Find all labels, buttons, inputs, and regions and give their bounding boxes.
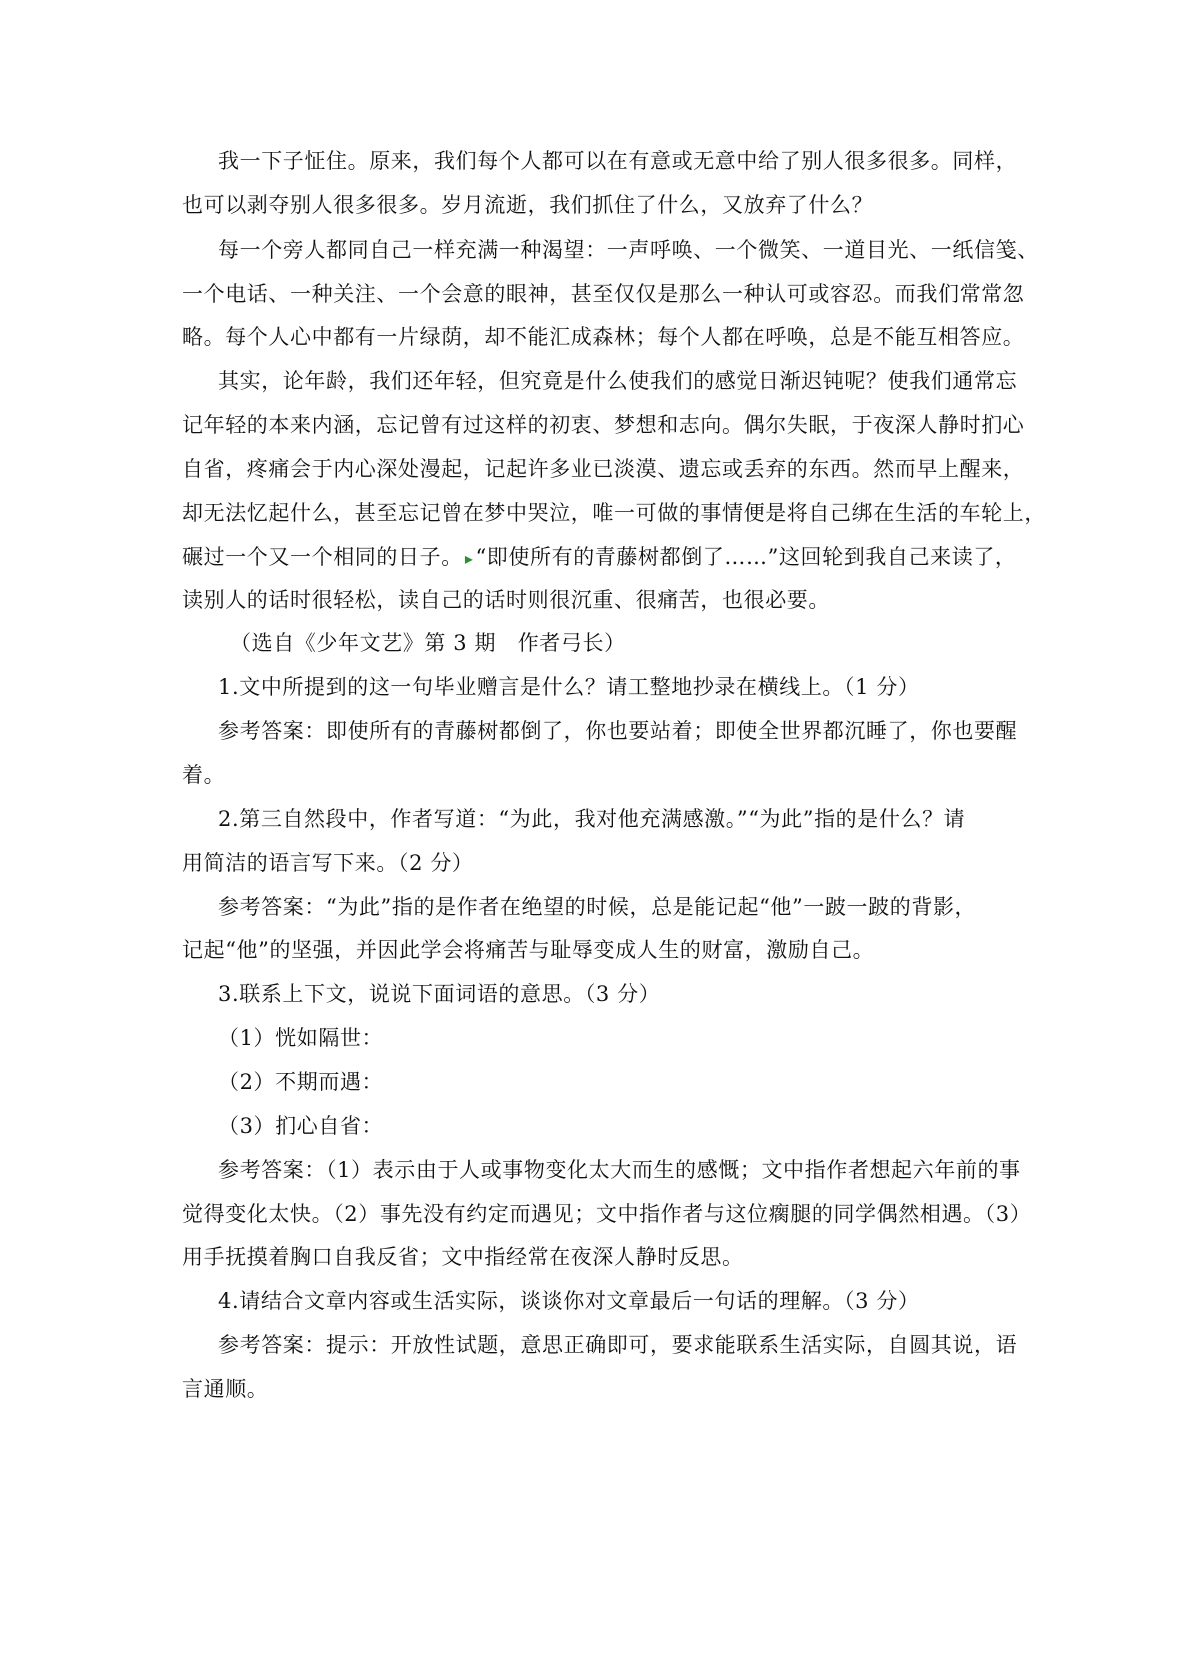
edit-mark-icon: ▸: [464, 549, 474, 568]
paragraph-line: 略。每个人心中都有一片绿荫，却不能汇成森林；每个人都在呼唤，总是不能互相答应。: [182, 325, 1025, 349]
question-4: 4.请结合文章内容或生活实际，谈谈你对文章最后一句话的理解。（3 分）: [218, 1289, 920, 1313]
term-2: （2）不期而遇：: [218, 1070, 384, 1094]
term-1: （1）恍如隔世：: [218, 1026, 384, 1050]
answer-3-cont: 用手抚摸着胸口自我反省；文中指经常在夜深人静时反思。: [182, 1245, 744, 1269]
paragraph-line: 却无法忆起什么，甚至忘记曾在梦中哭泣，唯一可做的事情便是将自己绑在生活的车轮上，: [182, 501, 1046, 525]
question-2-cont: 用简洁的语言写下来。（2 分）: [182, 851, 474, 875]
paragraph-line: 记年轻的本来内涵，忘记曾有过这样的初衷、梦想和志向。偶尔失眠，于夜深人静时扪心: [182, 413, 1025, 437]
answer-1: 参考答案：即使所有的青藤树都倒了，你也要站着；即使全世界都沉睡了，你也要醒: [218, 719, 1018, 743]
answer-2: 参考答案：“为此”指的是作者在绝望的时候，总是能记起“他”一跛一跛的背影，: [218, 895, 977, 919]
source-citation: （选自《少年文艺》第 3 期 作者弓长）: [230, 631, 626, 655]
paragraph-line: [182, 543, 1017, 573]
paragraph-line: 也可以剥夺别人很多很多。岁月流逝，我们抓住了什么，又放弃了什么？: [182, 193, 874, 217]
question-1: 1.文中所提到的这一句毕业赠言是什么？请工整地抄录在横线上。（1 分）: [218, 675, 920, 699]
answer-4: 参考答案：提示：开放性试题，意思正确即可，要求能联系生活实际，自圆其说，语: [218, 1333, 1018, 1357]
paragraph-line: 一个电话、一种关注、一个会意的眼神，甚至仅仅是那么一种认可或容忍。而我们常常忽: [182, 282, 1025, 306]
answer-4-cont: 言通顺。: [182, 1377, 269, 1401]
answer-3: 参考答案：（1）表示由于人或事物变化太大而生的感慨；文中指作者想起六年前的事: [218, 1158, 1021, 1182]
term-3: （3）扪心自省：: [218, 1114, 384, 1138]
question-2: 2.第三自然段中，作者写道：“为此，我对他充满感激。”“为此”指的是什么？请: [218, 807, 966, 831]
paragraph-line: 每一个旁人都同自己一样充满一种渴望：一声呼唤、一个微笑、一道目光、一纸信笺、: [218, 238, 1039, 262]
paragraph-line: 我一下子怔住。原来，我们每个人都可以在有意或无意中给了别人很多很多。同样，: [218, 149, 1018, 173]
paragraph-line: 读别人的话时很轻松，读自己的话时则很沉重、很痛苦，也很必要。: [182, 588, 830, 612]
answer-1-cont: 着。: [182, 763, 226, 787]
answer-2-cont: 记起“他”的坚强，并因此学会将痛苦与耻辱变成人生的财富，激励自己。: [182, 938, 875, 962]
paragraph-line: 自省，疼痛会于内心深处漫起，记起许多业已淡漠、遗忘或丢弃的东西。然而早上醒来，: [182, 457, 1025, 481]
paragraph-segment: 碾过一个又一个相同的日子。: [182, 545, 463, 569]
question-3: 3.联系上下文，说说下面词语的意思。（3 分）: [218, 982, 661, 1006]
paragraph-segment: “即使所有的青藤树都倒了……”这回轮到我自己来读了，: [475, 545, 1017, 569]
paragraph-line: 其实，论年龄，我们还年轻，但究竟是什么使我们的感觉日渐迟钝呢？使我们通常忘: [218, 369, 1018, 393]
answer-3-cont: 觉得变化太快。（2）事先没有约定而遇见；文中指作者与这位瘸腿的同学偶然相遇。（3）: [182, 1202, 1032, 1226]
